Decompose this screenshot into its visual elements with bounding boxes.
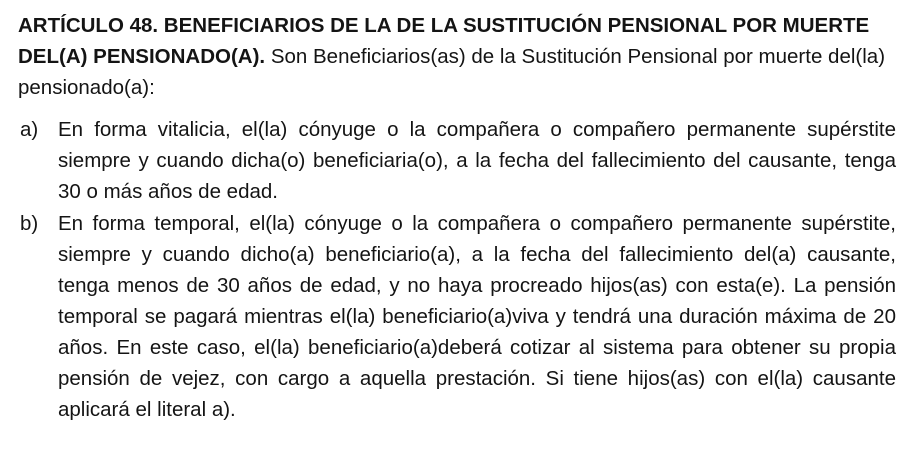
article-title: ARTÍCULO 48. BENEFICIARIOS DE LA DE LA SUSTITUCIÓN PENSIONAL POR MUERTE DEL(A) PENSIONADO(A). (18, 14, 870, 68)
article-intro: Son Beneficiarios(as) de la Sustitución Pensional por muerte del(la) pensionado(a): (18, 45, 886, 99)
list-item-text: En forma vitalicia, el(la) cónyuge o la compañera o compañero permanente supérstite siempre y cuando dicha(o) beneficiaria(o), a la fecha del fallecimiento del causante, tenga 30 o más años de edad. (58, 118, 896, 203)
list-item-text: En forma temporal, el(la) cónyuge o la compañera o compañero permanente supérstite, siempre y cuando dicho(a) beneficiario(a), a la fecha del fallecimiento del(a) causante, tenga menos de 30 años de edad, y no haya procreado hijos(as) con esta(e). La pensión temporal se pagará mientras el(la) beneficiario(a)viva y tendrá una duración máxima de 20 años. En este caso, el(la) beneficiario(a)deberá cotizar al sistema para obtener su propia pensión de vejez, con cargo a aquella prestación. Si tiene hijos(as) con el(la) causante aplicará el literal a). (58, 212, 896, 421)
list-item (18, 208, 896, 425)
beneficiaries-list (18, 114, 896, 425)
document-body (18, 10, 896, 426)
list-marker: b) (20, 212, 39, 235)
list-item (18, 114, 896, 207)
list-marker: a) (20, 118, 39, 141)
article-paragraph (18, 10, 896, 103)
